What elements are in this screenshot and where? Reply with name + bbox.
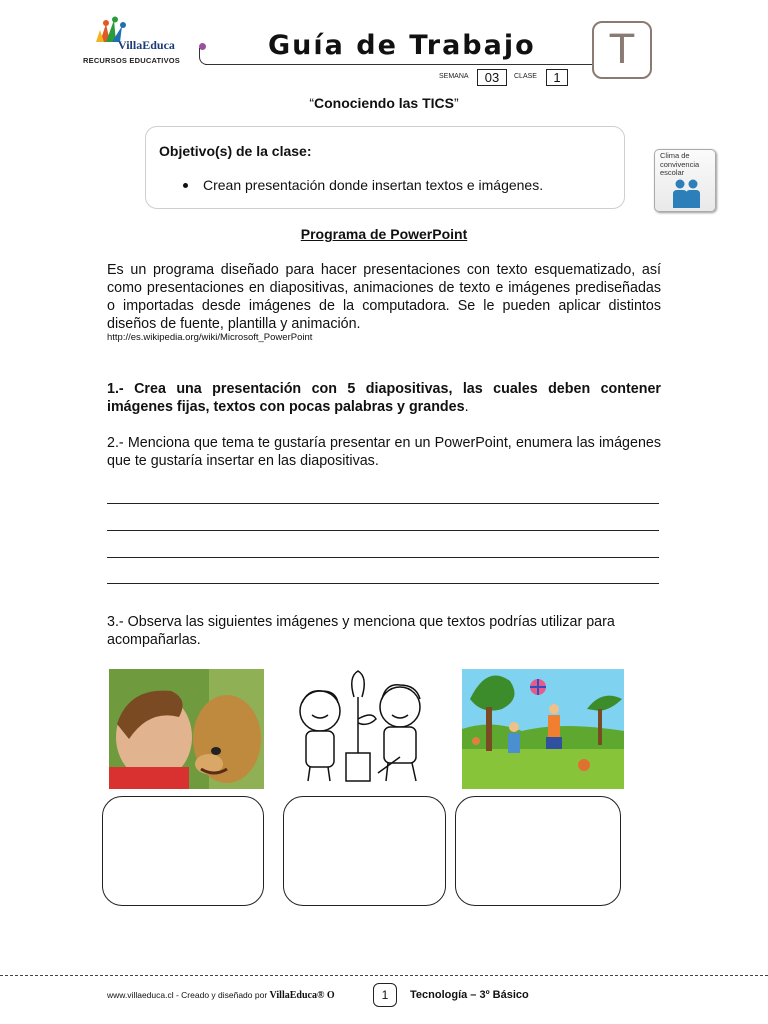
clase-label: CLASE [514,73,537,80]
answer-box-3[interactable] [455,796,621,906]
lesson-subtitle: “Conociendo las TICS” [309,95,459,111]
objective-item: Crean presentación donde insertan textos e imágenes. [203,177,544,193]
objective-heading: Objetivo(s) de la clase: [159,143,312,159]
answer-line[interactable] [107,557,659,558]
question-1: 1.- Crea una presentación con 5 diapositivas, las cuales deben contener imágenes fijas, textos con pocas palabras y grandes. [107,381,661,415]
bullet-icon [183,183,188,188]
question-3: 3.- Observa las siguientes imágenes y menciona que textos podrías utilizar para acompañarlas. [107,614,615,648]
answer-line[interactable] [107,503,659,504]
page-title: Guía de Trabajo [268,30,536,61]
logo-name: VillaEduca [118,38,175,52]
title-underline [205,64,593,65]
footer-divider [0,975,768,976]
page-number: 1 [373,983,397,1007]
letter-badge: T [592,21,652,79]
clase-value: 1 [546,69,568,86]
question-2: 2.- Menciona que tema te gustaría presentar en un PowerPoint, enumera las imágenes que te gustaría insertar en las diapositivas. [107,435,661,469]
kids-planting-drawing [288,669,446,789]
semana-value: 03 [477,69,507,86]
footer-subject: Tecnología – 3º Básico [410,989,529,1001]
semana-label: SEMANA [439,73,469,80]
objective-box [145,126,625,209]
convivencia-badge-text: Clima de convivencia escolar [660,151,700,177]
answer-box-1[interactable] [102,796,264,906]
section-paragraph: Es un programa diseñado para hacer presentaciones con texto esquematizado, así como presentaciones en diapositivas, animaciones de texto e imágenes prediseñadas o importadas desde imágenes de la computadora. Se le pueden aplicar distintos diseños de fuente, plantilla y animación. [107,262,661,332]
source-link[interactable]: http://es.wikipedia.org/wiki/Microsoft_PowerPoint [107,332,313,343]
kids-playing-park-illustration [462,669,624,789]
answer-box-2[interactable] [283,796,446,906]
answer-line[interactable] [107,530,659,531]
title-decoration-curl [199,48,208,65]
logo-tagline: RECURSOS EDUCATIVOS [83,56,181,65]
footer-credit: www.villaeduca.cl - Creado y diseñado por VillaEduca® O [107,990,335,1001]
answer-line[interactable] [107,583,659,584]
boy-with-dog-photo [109,669,264,789]
section-title: Programa de PowerPoint [300,226,468,242]
